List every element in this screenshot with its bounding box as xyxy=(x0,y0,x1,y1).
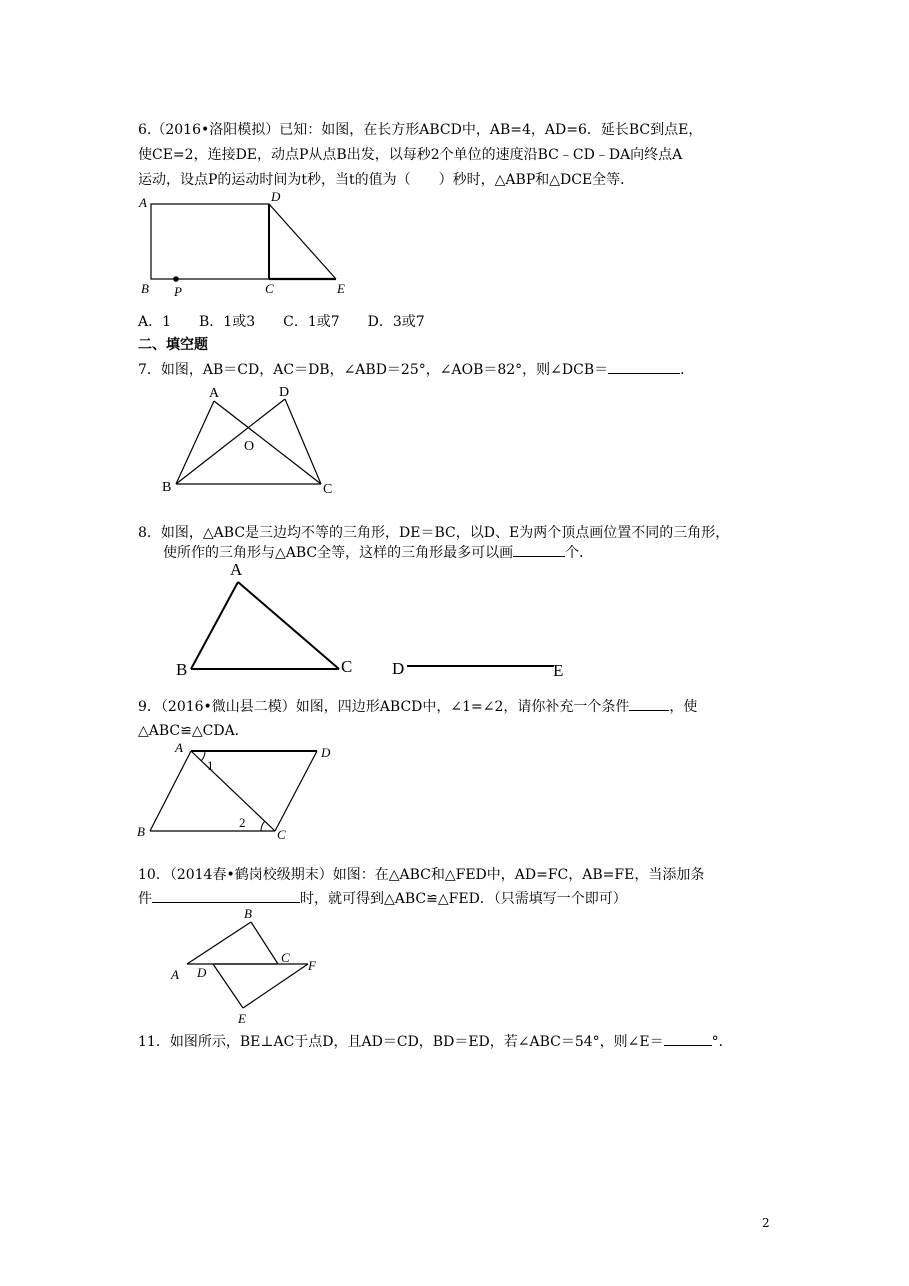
q8-label-a: A xyxy=(230,560,243,579)
q11-text-after: °． xyxy=(711,1034,733,1050)
q10-segment-de xyxy=(213,964,243,1008)
q10-figure xyxy=(165,905,325,1030)
q10-segment-ab xyxy=(187,922,251,964)
q9-label-a: A xyxy=(175,740,183,755)
q10-label-a: A xyxy=(171,967,179,982)
q6-label-p: P xyxy=(174,284,182,299)
q7-label-a: A xyxy=(209,386,220,401)
q9-segment-ac xyxy=(191,751,275,831)
q10-answer-blank[interactable] xyxy=(152,890,300,903)
q9-text-before: 9．（2016•微山县二模）如图，四边形ABCD中，∠1=∠2，请你补充一个条件 xyxy=(138,699,630,715)
q7-label-c: C xyxy=(323,482,333,497)
q6-figure xyxy=(136,188,366,303)
q7-label-d: D xyxy=(279,385,290,400)
q6-line-3: 运动，设点P的运动时间为t秒，当t的值为（ ）秒时，△ABP和△DCE全等． xyxy=(138,172,635,188)
q7-segment-db xyxy=(176,399,285,484)
q9-angle-2-arc xyxy=(261,821,265,831)
q9-label-d: D xyxy=(321,745,331,760)
q8-label-e: E xyxy=(553,661,564,680)
q7-figure xyxy=(158,383,343,498)
q8-label-b: B xyxy=(176,660,188,679)
q9-label-angle-1: 1 xyxy=(207,758,214,773)
q6-label-c: C xyxy=(265,281,274,296)
q10-line-1: 10．（2014春•鹤岗校级期末）如图：在△ABC和△FED中，AD=FC，AB=FE，当添加条 xyxy=(138,867,705,883)
page-number: 2 xyxy=(762,1216,770,1230)
q9-answer-blank[interactable] xyxy=(629,698,669,711)
q8-figure xyxy=(170,558,580,683)
q9-segment-ab xyxy=(150,751,191,831)
q7-label-o: O xyxy=(244,439,255,454)
q11-answer-blank[interactable] xyxy=(664,1033,712,1046)
section-heading-fill-blank: 二、填空题 xyxy=(138,337,208,353)
q10-label-c: C xyxy=(281,950,290,965)
q7-segment-ab xyxy=(176,401,214,484)
q8-text-after: 个． xyxy=(565,545,594,561)
q6-line-1: 6.（2016•洛阳模拟）已知：如图，在长方形ABCD中，AB=4，AD=6．延长BC到点E， xyxy=(138,122,703,138)
q8-line-1: 8．如图，△ABC是三边均不等的三角形，DE＝BC，以D、E为两个顶点画位置不同的三角形， xyxy=(138,525,730,541)
q6-point-p xyxy=(173,276,179,282)
q7-text-before: 7．如图，AB＝CD，AC＝DB，∠ABD＝25°，∠AOB＝82°，则∠DCB＝ xyxy=(138,362,609,378)
q10-segment-fe xyxy=(243,964,308,1008)
q8-segment-ac xyxy=(238,582,339,669)
q6-label-b: B xyxy=(141,281,149,296)
q10-segment-bc xyxy=(251,922,278,964)
q11-text-before: 11．如图所示，BE⊥AC于点D，且AD＝CD，BD＝ED，若∠ABC＝54°，则∠E＝ xyxy=(138,1034,664,1050)
q8-label-c: C xyxy=(341,657,353,676)
q7-answer-blank[interactable] xyxy=(608,361,680,374)
q9-angle-1-arc xyxy=(201,751,205,761)
q9-line-2: △ABC≌△CDA． xyxy=(138,723,249,739)
q9-text-after: ，使 xyxy=(669,699,698,715)
q7-text-after: ． xyxy=(680,362,695,378)
q6-rectangle-abcd xyxy=(151,204,269,279)
q7-line xyxy=(138,361,694,379)
q8-label-d: D xyxy=(392,659,405,678)
q9-label-c: C xyxy=(277,827,286,842)
q6-label-a: A xyxy=(139,195,147,210)
q9-line-1 xyxy=(138,698,697,716)
q9-segment-cd xyxy=(275,751,317,831)
q6-line-2: 使CE=2，连接DE，动点P从点B出发，以每秒2个单位的速度沿BC﹣CD﹣DA向终点A xyxy=(138,147,683,163)
q6-segment-de xyxy=(269,204,336,279)
q9-figure xyxy=(135,738,340,843)
q11-line xyxy=(138,1033,733,1051)
q10-label-d: D xyxy=(197,965,207,980)
q10-text-after: 时，就可得到△ABC≌△FED．（只需填写一个即可） xyxy=(300,891,627,907)
q9-label-b: B xyxy=(137,824,145,839)
q7-label-b: B xyxy=(162,480,172,495)
q8-segment-ab xyxy=(191,582,238,669)
q6-label-e: E xyxy=(337,281,345,296)
q6-label-d: D xyxy=(271,189,281,204)
q9-label-angle-2: 2 xyxy=(239,815,246,830)
q8-answer-blank[interactable] xyxy=(513,544,565,557)
q6-options: A．1 B．1或3 C．1或7 D．3或7 xyxy=(138,314,425,330)
q10-label-b: B xyxy=(244,906,252,921)
q7-segment-dc xyxy=(285,399,321,484)
q8-text-before: 使所作的三角形与△ABC全等，这样的三角形最多可以画 xyxy=(163,545,514,561)
q10-label-e: E xyxy=(238,1011,246,1026)
q10-label-f: F xyxy=(308,958,316,973)
q10-text-before: 件 xyxy=(138,891,152,907)
